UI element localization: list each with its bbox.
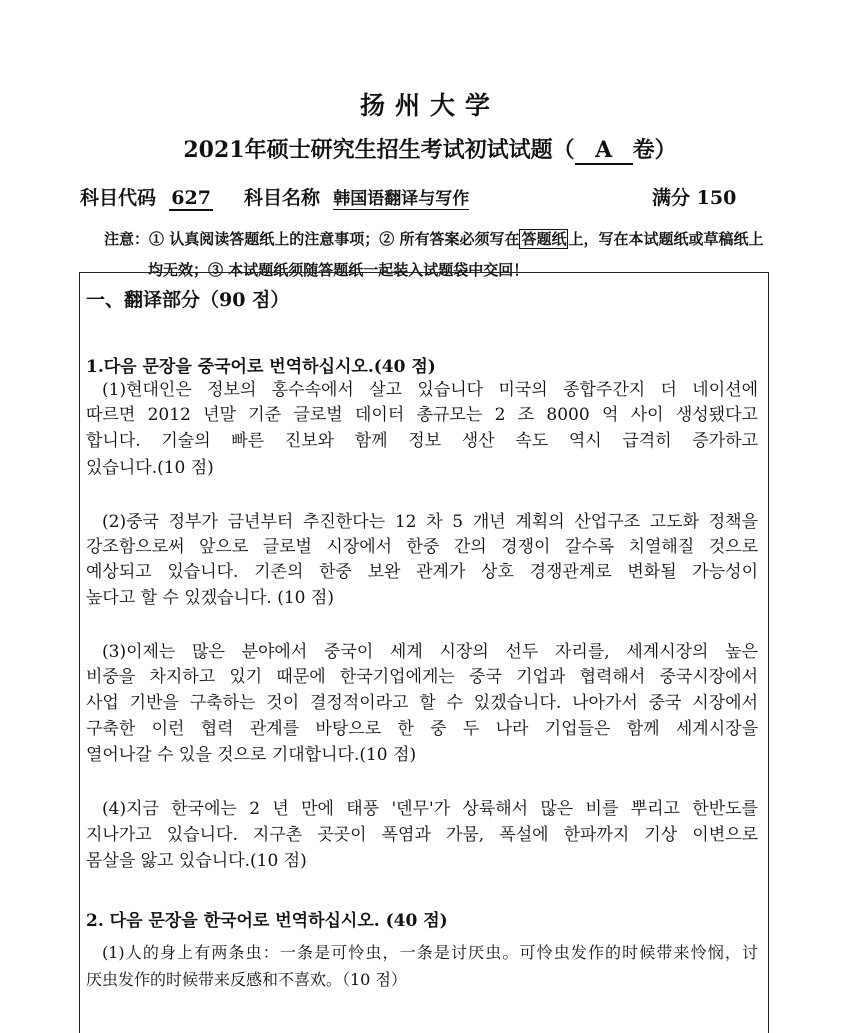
q1-p1-line: 합니다. 기술의 빠른 진보와 함께 정보 생산 속도 역시 급격히 증가하고 (86, 431, 758, 451)
q1-p4-line: 몸살을 앓고 있습니다.(10 점) (86, 851, 307, 871)
section-1-title: 一、翻译部分（90 점） (86, 289, 290, 311)
answer-sheet-boxed: 答题纸 (521, 230, 567, 248)
full-score (652, 183, 736, 210)
q1-p3-line: 비중을 차지하고 있기 때문에 한국기업에게는 중국 기업과 협력해서 중국시장에서 (86, 667, 758, 687)
q1-p3-line: 사업 기반을 구축하는 것이 결정적이라고 할 수 있겠습니다. 나아가서 중국 시장에서 (86, 693, 758, 713)
subject-code-label: 科目代码 (80, 187, 157, 209)
q1-p4-line: (4)지금 한국에는 2 년 만에 태풍 '덴무'가 상륙해서 많은 비를 뿌리고 한반도를 (102, 799, 758, 819)
university-title: 扬州大学 (359, 91, 500, 120)
q1-p2-line: 예상되고 있습니다. 기존의 한중 보완 관계가 상호 경쟁관계로 변화될 가능성이 (86, 562, 758, 582)
q1-p4-line: 지나가고 있습니다. 지구촌 곳곳이 폭염과 가뭄, 폭설에 한파까지 기상 이변으로 (86, 825, 758, 845)
subject-code-value: 627 (171, 187, 211, 209)
q1-p3-line: 열어나갈 수 있을 것으로 기대합니다.(10 점) (86, 745, 417, 765)
exam-title-prefix: 2021年硕士研究生招生考试初试试题（ (183, 137, 575, 163)
subject-name-label: 科目名称 (244, 187, 321, 209)
subject-name-value: 韩国语翻译与写作 (333, 189, 470, 209)
q1-p3-line: 구축한 이런 협력 관계를 바탕으로 한 중 두 나라 기업들은 함께 세계시장을 (86, 719, 758, 739)
exam-title-suffix: 卷） (632, 137, 677, 163)
exam-title (0, 133, 860, 165)
q1-p2-line: (2)중국 정부가 금년부터 추진한다는 12 차 5 개년 계획의 산업구조 고도화 정책을 (102, 512, 758, 532)
question-2-title: 2. 다음 문장을 한국어로 번역하십시오. (40 점) (86, 911, 448, 931)
q2-p1-line: 厌虫发作的时候带来反感和不喜欢。（10 점） (86, 970, 407, 989)
question-1-title: 1.다음 문장을 중국어로 번역하십시오.(40 점) (86, 357, 436, 377)
q1-p2-line: 높다고 할 수 있겠습니다. (10 점) (86, 588, 334, 608)
subject-code (80, 183, 213, 210)
q1-p1-line: 따르면 2012 년말 기준 글로벌 데이터 총규모는 2 조 8000 억 사이 생성됐다고 (86, 405, 758, 425)
notice-part-1: ① 认真阅读答题纸上的注意事项；② 所有答案必须写在 (149, 230, 520, 248)
full-score-value: 150 (696, 187, 737, 209)
paper-version: A (575, 137, 633, 165)
notice-line-1 (104, 228, 764, 249)
full-score-label: 满分 (652, 187, 691, 209)
q1-p1-line: (1)현대인은 정보의 홍수속에서 살고 있습니다 미국의 종합주간지 더 네이션에 (102, 380, 758, 400)
subject-name (244, 183, 469, 210)
notice-part-2: 上，写在本试题纸或草稿纸上 (568, 230, 764, 248)
q1-p2-line: 강조함으로써 앞으로 글로벌 시장에서 한중 간의 경쟁이 갈수록 치열해질 것으로 (86, 537, 758, 557)
notice-line-2: 均无效；③ 本试题纸须随答题纸一起装入试题袋中交回！ (148, 261, 529, 279)
q2-p1-line: (1)人的身上有两条虫：一条是可怜虫，一条是讨厌虫。可怜虫发作的时候带来怜悯，讨 (102, 943, 758, 962)
notice-lead: 注意： (104, 230, 150, 248)
q1-p3-line: (3)이제는 많은 분야에서 중국이 세계 시장의 선두 자리를, 세계시장의 높은 (102, 642, 758, 662)
q1-p1-line: 있습니다.(10 점) (86, 458, 214, 478)
